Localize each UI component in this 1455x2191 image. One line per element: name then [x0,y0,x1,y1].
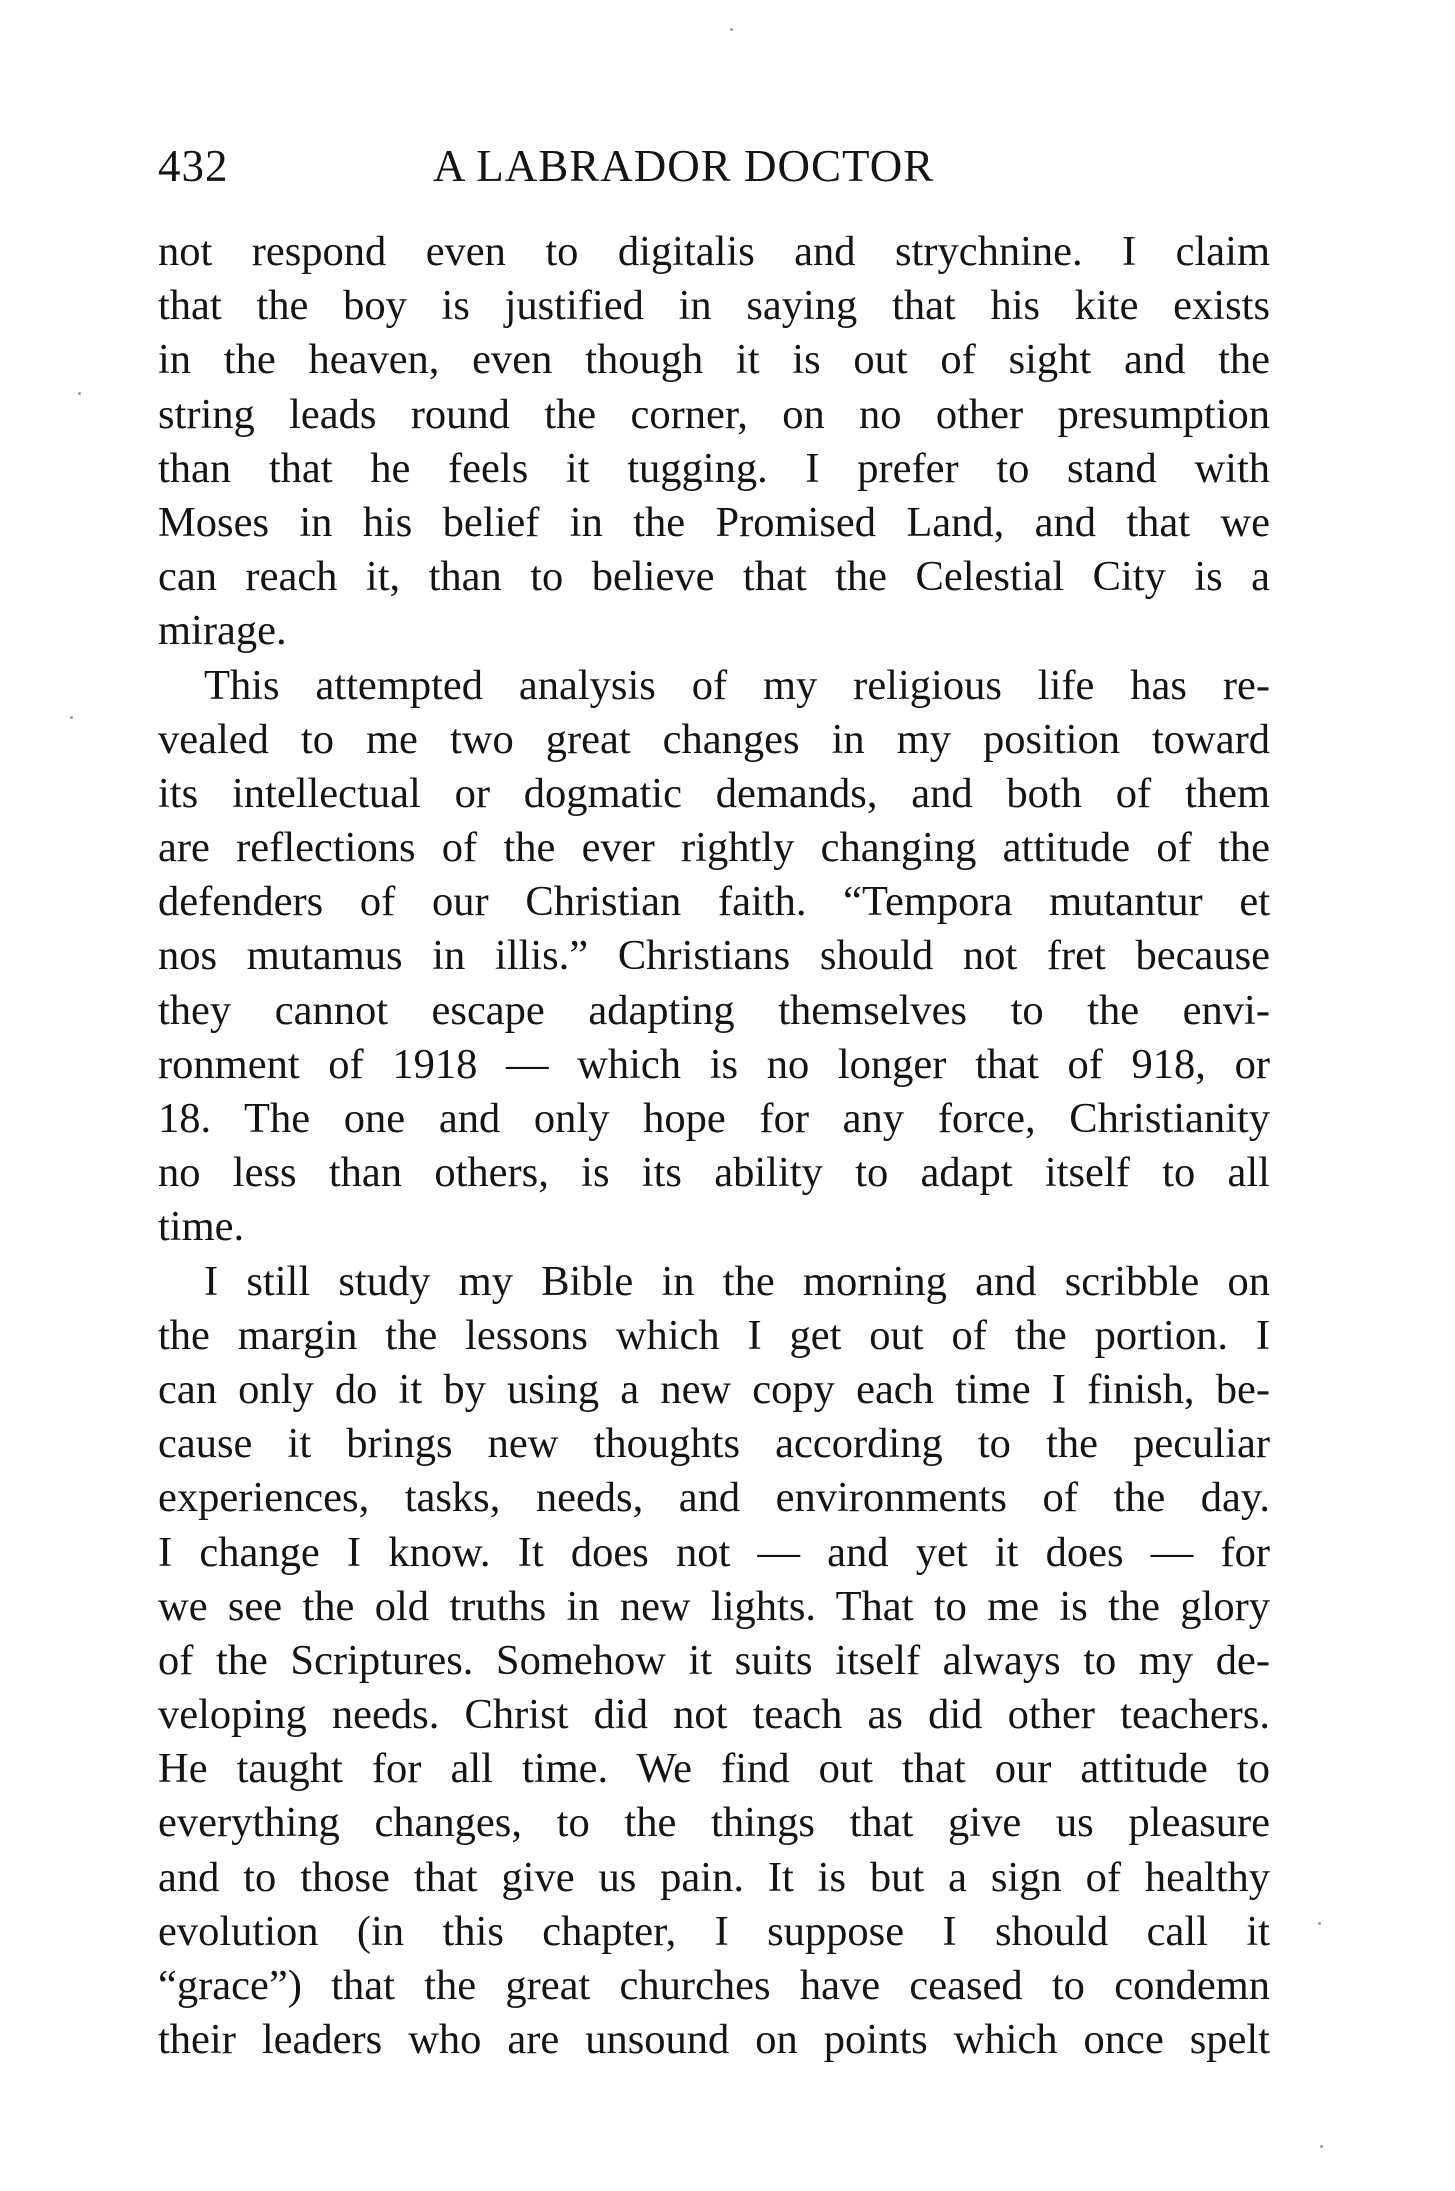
text-line: are reflections of the ever rightly changing attitude of the [158,824,1270,872]
text-line: no less than others, is its ability to adapt itself to all [158,1149,1270,1197]
text-line: string leads round the corner, on no other presumption [158,390,1270,438]
text-line: vealed to me two great changes in my position toward [158,715,1270,763]
text-line: I still study my Bible in the morning and scribble on [204,1257,1270,1305]
text-line: in the heaven, even though it is out of sight and the [158,336,1270,384]
text-line: “grace”) that the great churches have ceased to condemn [158,1962,1270,2009]
text-line: nos mutamus in illis.” Christians should not fret because [158,932,1270,980]
text-line: they cannot escape adapting themselves to the envi- [158,986,1270,1034]
paper-speck [1318,1922,1321,1925]
body-text [158,225,1270,2067]
text-line: Moses in his belief in the Promised Land, and that we [158,498,1270,546]
text-line: we see the old truths in new lights. That to me is the glory [158,1582,1270,1630]
paper-speck [70,716,73,719]
text-line: and to those that give us pain. It is but a sign of healthy [158,1853,1270,1901]
text-line: This attempted analysis of my religious life has re- [204,661,1270,709]
text-line: than that he feels it tugging. I prefer to stand with [158,444,1270,492]
text-line: mirage. [158,607,287,655]
paper-speck [1320,2145,1323,2148]
paper-speck [730,28,733,31]
text-line: veloping needs. Christ did not teach as did other teachers. [158,1691,1270,1739]
text-line: 18. The one and only hope for any force, Christianity [158,1095,1270,1142]
text-line: experiences, tasks, needs, and environments of the day. [158,1474,1270,1522]
page-header [158,138,1268,194]
text-line: their leaders who are unsound on points which once spelt [158,2016,1270,2064]
text-line: He taught for all time. We find out that our attitude to [158,1745,1270,1793]
text-line: ronment of 1918 — which is no longer that of 918, or [158,1040,1270,1088]
running-head: A LABRADOR DOCTOR [433,141,935,191]
text-line: I change I know. It does not — and yet it does — for [158,1528,1270,1576]
text-line: that the boy is justified in saying that his kite exists [158,282,1270,330]
paper-speck [78,392,81,395]
text-line: evolution (in this chapter, I suppose I should call it [158,1907,1270,1955]
text-line: cause it brings new thoughts according to the peculiar [158,1420,1270,1468]
text-line: the margin the lessons which I get out of the portion. I [158,1311,1270,1359]
text-line: can only do it by using a new copy each time I finish, be- [158,1365,1270,1413]
text-line: not respond even to digitalis and strychnine. I claim [158,228,1270,275]
text-line: time. [158,1203,245,1251]
page-number: 432 [158,141,229,191]
text-line: everything changes, to the things that give us pleasure [158,1799,1270,1847]
text-line: its intellectual or dogmatic demands, and both of them [158,769,1270,817]
text-line: can reach it, than to believe that the Celestial City is a [158,553,1270,601]
text-line: defenders of our Christian faith. “Tempora mutantur et [158,878,1270,926]
text-line: of the Scriptures. Somehow it suits itself always to my de- [158,1636,1270,1684]
